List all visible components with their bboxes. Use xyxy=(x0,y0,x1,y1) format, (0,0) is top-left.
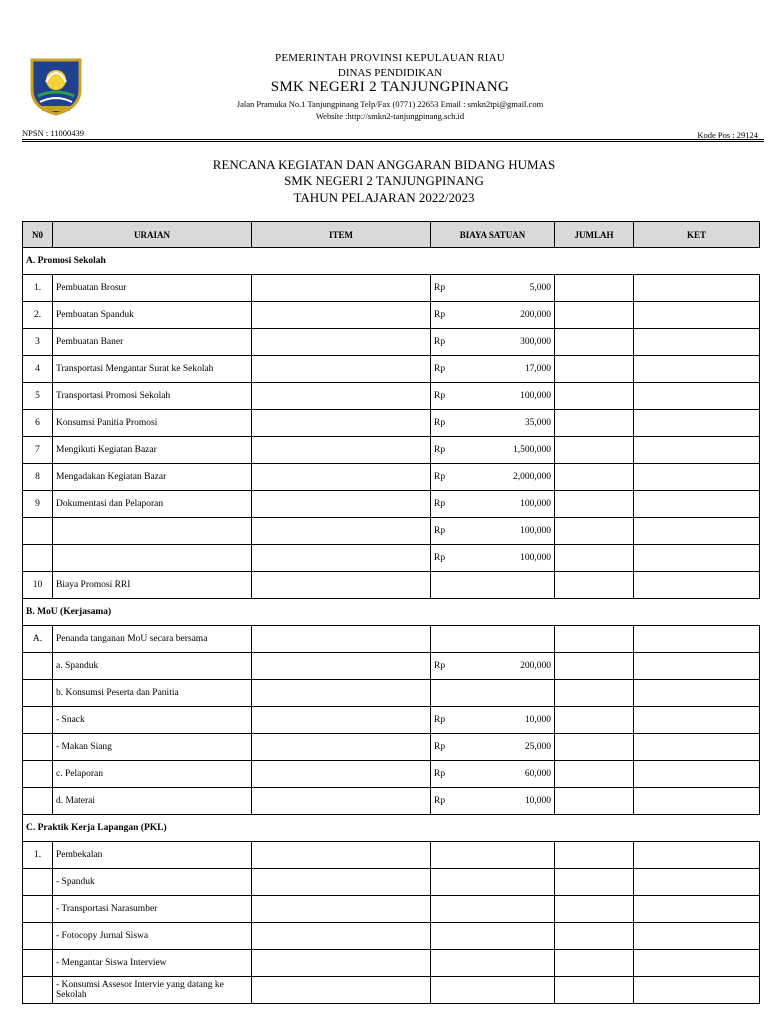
cell-biaya-satuan xyxy=(431,545,555,572)
cell-jumlah xyxy=(555,653,634,680)
cell-jumlah xyxy=(555,923,634,950)
cell-ket xyxy=(634,383,760,410)
kop-government: PEMERINTAH PROVINSI KEPULAUAN RIAU xyxy=(275,52,505,64)
cell-biaya-satuan xyxy=(431,842,555,869)
cell-item xyxy=(252,734,431,761)
cell-no: 1. xyxy=(23,842,53,869)
cell-no: 1. xyxy=(23,275,53,302)
cell-ket xyxy=(634,275,760,302)
table-row xyxy=(23,383,760,410)
cell-no: 3 xyxy=(23,329,53,356)
col-header-item: ITEM xyxy=(252,222,431,248)
table-row xyxy=(23,842,760,869)
cell-ket xyxy=(634,707,760,734)
currency-label: Rp xyxy=(434,499,446,509)
cell-ket xyxy=(634,896,760,923)
cell-item xyxy=(252,842,431,869)
cell-ket xyxy=(634,356,760,383)
npsn-label: NPSN : 11000439 xyxy=(22,128,85,138)
cell-item xyxy=(252,518,431,545)
cell-uraian: - Spanduk xyxy=(53,869,252,896)
cell-item xyxy=(252,329,431,356)
kop-agency: DINAS PENDIDIKAN xyxy=(337,67,443,79)
cell-biaya-satuan xyxy=(431,626,555,653)
section-row xyxy=(23,599,760,626)
doc-subtitle: SMK NEGERI 2 TANJUNGPINANG xyxy=(284,173,484,188)
cell-no xyxy=(23,707,53,734)
cell-uraian: - Transportasi Narasumber xyxy=(53,896,252,923)
amount-value: 100,000 xyxy=(520,553,551,563)
cell-uraian: - Fotocopy Jurnal Siswa xyxy=(53,923,252,950)
cell-ket xyxy=(634,950,760,977)
cell-biaya-satuan xyxy=(431,761,555,788)
cell-jumlah xyxy=(555,788,634,815)
amount-value: 10,000 xyxy=(524,715,551,725)
currency-label: Rp xyxy=(434,769,446,779)
table-row xyxy=(23,950,760,977)
cell-jumlah xyxy=(555,707,634,734)
cell-ket xyxy=(634,464,760,491)
cell-ket xyxy=(634,842,760,869)
cell-no xyxy=(23,653,53,680)
currency-label: Rp xyxy=(434,283,446,293)
amount-value: 100,000 xyxy=(520,526,551,536)
cell-ket xyxy=(634,491,760,518)
currency-label: Rp xyxy=(434,553,446,563)
cell-item xyxy=(252,626,431,653)
cell-jumlah xyxy=(555,977,634,1004)
amount-value: 100,000 xyxy=(520,391,551,401)
cell-jumlah xyxy=(555,410,634,437)
doc-title: RENCANA KEGIATAN DAN ANGGARAN BIDANG HUMAS xyxy=(212,157,556,172)
cell-uraian: Biaya Promosi RRI xyxy=(53,572,252,599)
cell-no xyxy=(23,734,53,761)
cell-no: 7 xyxy=(23,437,53,464)
cell-jumlah xyxy=(555,545,634,572)
table-row xyxy=(23,734,760,761)
section-label: C. Praktik Kerja Lapangan (PKL) xyxy=(23,815,760,842)
cell-item xyxy=(252,680,431,707)
cell-uraian: a. Spanduk xyxy=(53,653,252,680)
cell-no: 10 xyxy=(23,572,53,599)
table-row xyxy=(23,896,760,923)
amount-value: 35,000 xyxy=(524,418,551,428)
currency-label: Rp xyxy=(434,526,446,536)
table-row xyxy=(23,437,760,464)
cell-jumlah xyxy=(555,950,634,977)
cell-no: A. xyxy=(23,626,53,653)
table-row xyxy=(23,707,760,734)
section-label: B. MoU (Kerjasama) xyxy=(23,599,760,626)
cell-ket xyxy=(634,869,760,896)
table-row xyxy=(23,518,760,545)
cell-no xyxy=(23,977,53,1004)
amount-value: 100,000 xyxy=(520,499,551,509)
table-row xyxy=(23,869,760,896)
cell-uraian: - Mengantar Siswa Interview xyxy=(53,950,252,977)
cell-uraian: - Konsumsi Assesor Intervie yang datang ke Sekolah xyxy=(53,977,252,1004)
cell-item xyxy=(252,869,431,896)
kop-website: Website :http://smkn2-tanjungpinang.sch.id xyxy=(315,111,465,121)
cell-biaya-satuan xyxy=(431,950,555,977)
cell-uraian: Konsumsi Panitia Promosi xyxy=(53,410,252,437)
kode-pos-label: Kode Pos : 29124 xyxy=(697,130,758,140)
cell-biaya-satuan xyxy=(431,869,555,896)
cell-ket xyxy=(634,437,760,464)
amount-value: 300,000 xyxy=(520,337,551,347)
cell-uraian xyxy=(53,545,252,572)
cell-item xyxy=(252,302,431,329)
cell-item xyxy=(252,437,431,464)
cell-no: 6 xyxy=(23,410,53,437)
amount-value: 25,000 xyxy=(524,742,551,752)
cell-jumlah xyxy=(555,356,634,383)
col-header-biaya-satuan: BIAYA SATUAN xyxy=(431,222,555,248)
cell-ket xyxy=(634,761,760,788)
cell-no xyxy=(23,788,53,815)
amount-value: 5,000 xyxy=(529,283,551,293)
cell-item xyxy=(252,707,431,734)
currency-label: Rp xyxy=(434,715,446,725)
cell-jumlah xyxy=(555,572,634,599)
cell-uraian xyxy=(53,518,252,545)
amount-value: 60,000 xyxy=(524,769,551,779)
cell-jumlah xyxy=(555,302,634,329)
table-row xyxy=(23,545,760,572)
currency-label: Rp xyxy=(434,661,446,671)
currency-label: Rp xyxy=(434,418,446,428)
cell-no xyxy=(23,761,53,788)
cell-no: 2. xyxy=(23,302,53,329)
cell-ket xyxy=(634,572,760,599)
header-divider xyxy=(22,139,764,140)
cell-jumlah xyxy=(555,761,634,788)
cell-item xyxy=(252,653,431,680)
cell-uraian: Mengadakan Kegiatan Bazar xyxy=(53,464,252,491)
cell-jumlah xyxy=(555,464,634,491)
cell-ket xyxy=(634,923,760,950)
table-row xyxy=(23,302,760,329)
table-row xyxy=(23,491,760,518)
table-row xyxy=(23,761,760,788)
cell-no: 4 xyxy=(23,356,53,383)
cell-jumlah xyxy=(555,491,634,518)
cell-ket xyxy=(634,977,760,1004)
cell-biaya-satuan xyxy=(431,653,555,680)
cell-jumlah xyxy=(555,734,634,761)
cell-biaya-satuan xyxy=(431,680,555,707)
cell-ket xyxy=(634,518,760,545)
cell-biaya-satuan xyxy=(431,329,555,356)
cell-uraian: Transportasi Mengantar Surat ke Sekolah xyxy=(53,356,252,383)
table-row xyxy=(23,977,760,1004)
currency-label: Rp xyxy=(434,310,446,320)
table-row xyxy=(23,572,760,599)
cell-biaya-satuan xyxy=(431,275,555,302)
cell-item xyxy=(252,950,431,977)
cell-biaya-satuan xyxy=(431,518,555,545)
amount-value: 17,000 xyxy=(524,364,551,374)
cell-biaya-satuan xyxy=(431,896,555,923)
cell-uraian: b. Konsumsi Peserta dan Panitia xyxy=(53,680,252,707)
table-row xyxy=(23,275,760,302)
amount-value: 10,000 xyxy=(524,796,551,806)
cell-biaya-satuan xyxy=(431,707,555,734)
section-label: A. Promosi Sekolah xyxy=(23,248,760,275)
amount-value: 200,000 xyxy=(520,310,551,320)
cell-uraian: Pembuatan Spanduk xyxy=(53,302,252,329)
cell-biaya-satuan xyxy=(431,383,555,410)
cell-jumlah xyxy=(555,329,634,356)
cell-no xyxy=(23,869,53,896)
cell-uraian: c. Pelaporan xyxy=(53,761,252,788)
currency-label: Rp xyxy=(434,364,446,374)
cell-biaya-satuan xyxy=(431,437,555,464)
cell-uraian: Transportasi Promosi Sekolah xyxy=(53,383,252,410)
budget-table xyxy=(22,221,760,1004)
cell-jumlah xyxy=(555,680,634,707)
cell-item xyxy=(252,923,431,950)
currency-label: Rp xyxy=(434,391,446,401)
col-header-uraian: URAIAN xyxy=(53,222,252,248)
cell-uraian: Mengikuti Kegiatan Bazar xyxy=(53,437,252,464)
cell-biaya-satuan xyxy=(431,410,555,437)
cell-jumlah xyxy=(555,518,634,545)
cell-biaya-satuan xyxy=(431,302,555,329)
kop-school-name: SMK NEGERI 2 TANJUNGPINANG xyxy=(270,79,510,95)
section-row xyxy=(23,815,760,842)
amount-value: 2,000,000 xyxy=(513,472,551,482)
header-divider-double xyxy=(22,141,764,142)
cell-item xyxy=(252,275,431,302)
table-body xyxy=(23,248,760,1004)
cell-item xyxy=(252,491,431,518)
currency-label: Rp xyxy=(434,337,446,347)
cell-no xyxy=(23,518,53,545)
kop-address: Jalan Pramuka No.1 Tanjungpinang Telp/Fax (0771) 22653 Email : smkn2tpi@gmail.com xyxy=(236,99,544,109)
cell-ket xyxy=(634,626,760,653)
cell-biaya-satuan xyxy=(431,923,555,950)
cell-jumlah xyxy=(555,383,634,410)
table-row xyxy=(23,653,760,680)
col-header-jumlah: JUMLAH xyxy=(555,222,634,248)
table-row xyxy=(23,464,760,491)
cell-item xyxy=(252,356,431,383)
section-row xyxy=(23,248,760,275)
cell-item xyxy=(252,761,431,788)
cell-item xyxy=(252,977,431,1004)
cell-ket xyxy=(634,302,760,329)
cell-no: 9 xyxy=(23,491,53,518)
cell-uraian: d. Materai xyxy=(53,788,252,815)
table-row xyxy=(23,626,760,653)
cell-ket xyxy=(634,788,760,815)
cell-uraian: - Makan Siang xyxy=(53,734,252,761)
cell-jumlah xyxy=(555,842,634,869)
cell-jumlah xyxy=(555,626,634,653)
cell-no: 5 xyxy=(23,383,53,410)
cell-no xyxy=(23,896,53,923)
currency-label: Rp xyxy=(434,742,446,752)
table-row xyxy=(23,329,760,356)
cell-biaya-satuan xyxy=(431,734,555,761)
cell-uraian: Penanda tanganan MoU secara bersama xyxy=(53,626,252,653)
table-row xyxy=(23,410,760,437)
cell-item xyxy=(252,572,431,599)
cell-item xyxy=(252,410,431,437)
cell-uraian: Dokumentasi dan Pelaporan xyxy=(53,491,252,518)
currency-label: Rp xyxy=(434,472,446,482)
table-row xyxy=(23,356,760,383)
cell-ket xyxy=(634,734,760,761)
cell-item xyxy=(252,464,431,491)
cell-jumlah xyxy=(555,896,634,923)
cell-ket xyxy=(634,410,760,437)
cell-uraian: Pembuatan Baner xyxy=(53,329,252,356)
provincial-crest-logo xyxy=(28,56,84,116)
cell-biaya-satuan xyxy=(431,788,555,815)
cell-uraian: - Snack xyxy=(53,707,252,734)
cell-biaya-satuan xyxy=(431,572,555,599)
cell-item xyxy=(252,383,431,410)
cell-biaya-satuan xyxy=(431,356,555,383)
cell-item xyxy=(252,788,431,815)
cell-jumlah xyxy=(555,437,634,464)
cell-jumlah xyxy=(555,869,634,896)
amount-value: 1,500,000 xyxy=(513,445,551,455)
cell-no xyxy=(23,545,53,572)
cell-no xyxy=(23,950,53,977)
cell-no xyxy=(23,923,53,950)
cell-uraian: Pembekalan xyxy=(53,842,252,869)
col-header-ket: KET xyxy=(634,222,760,248)
cell-item xyxy=(252,896,431,923)
table-row xyxy=(23,923,760,950)
cell-ket xyxy=(634,329,760,356)
cell-ket xyxy=(634,653,760,680)
col-header-no: N0 xyxy=(23,222,53,248)
table-header-row xyxy=(23,222,760,248)
doc-year: TAHUN PELAJARAN 2022/2023 xyxy=(293,190,475,205)
amount-value: 200,000 xyxy=(520,661,551,671)
cell-no xyxy=(23,680,53,707)
table-row xyxy=(23,788,760,815)
cell-no: 8 xyxy=(23,464,53,491)
cell-biaya-satuan xyxy=(431,464,555,491)
cell-item xyxy=(252,545,431,572)
cell-uraian: Pembuatan Brosur xyxy=(53,275,252,302)
currency-label: Rp xyxy=(434,445,446,455)
cell-ket xyxy=(634,545,760,572)
table-row xyxy=(23,680,760,707)
cell-biaya-satuan xyxy=(431,977,555,1004)
cell-jumlah xyxy=(555,275,634,302)
cell-biaya-satuan xyxy=(431,491,555,518)
cell-ket xyxy=(634,680,760,707)
currency-label: Rp xyxy=(434,796,446,806)
